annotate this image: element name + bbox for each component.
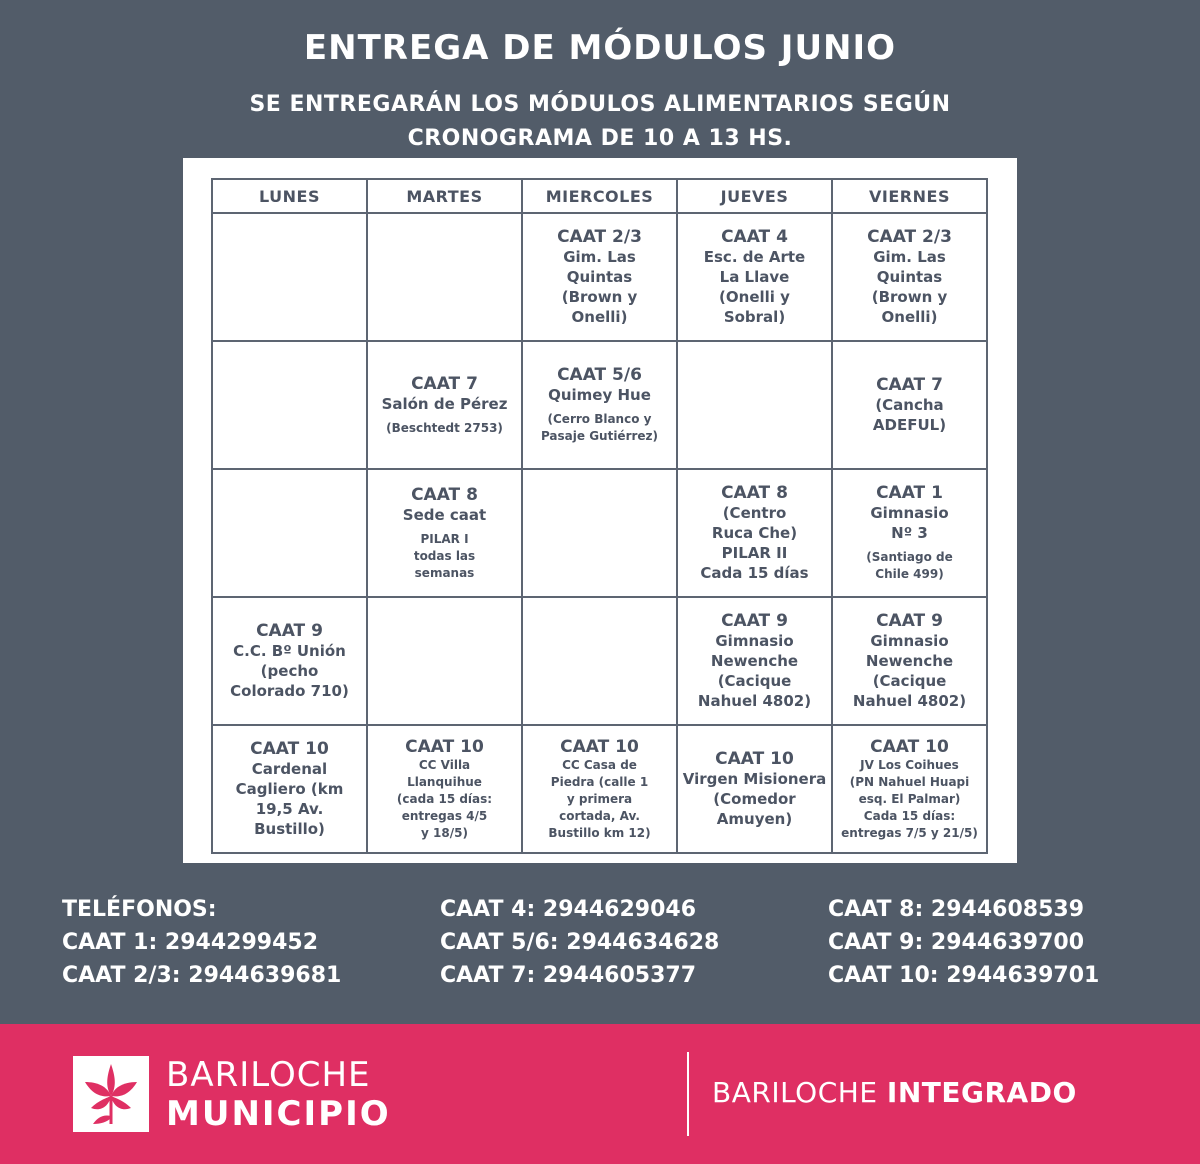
schedule-cell [677, 469, 832, 597]
cell-title: CAAT 9 [721, 611, 788, 631]
schedule-table [211, 178, 988, 854]
phone-entry: CAAT 4: 2944629046 [440, 897, 696, 922]
bariloche-integrado-tagline [712, 1076, 1077, 1109]
schedule-cell [367, 469, 522, 597]
cell-line: (pecho [260, 662, 319, 680]
cell-line: Nº 3 [891, 524, 928, 542]
logo-line-municipio: MUNICIPIO [166, 1094, 391, 1134]
schedule-cell [832, 469, 987, 597]
cell-small-line: Chile 499) [875, 567, 944, 581]
schedule-cell [522, 341, 677, 469]
municipio-logo-text [166, 1056, 391, 1134]
cell-title: CAAT 2/3 [557, 227, 642, 247]
cell-small-line: (PN Nahuel Huapi [849, 774, 970, 789]
cell-line: (Comedor [713, 790, 796, 808]
cell-title: CAAT 5/6 [557, 365, 642, 385]
cell-small-line: (cada 15 días: [396, 791, 493, 806]
cell-line: Gimnasio [870, 632, 949, 650]
phone-entry: CAAT 10: 2944639701 [828, 963, 1100, 988]
cell-line: Gimnasio [715, 632, 794, 650]
phone-entry: CAAT 1: 2944299452 [62, 930, 318, 955]
schedule-cell [677, 597, 832, 725]
schedule-row [212, 597, 987, 725]
page-title: ENTREGA DE MÓDULOS JUNIO [303, 28, 897, 68]
cell-line: (Cacique [717, 672, 792, 690]
cell-line: (Centro [722, 504, 787, 522]
cell-small-line: Llanquihue [407, 774, 482, 789]
cell-small-line: PILAR I [420, 531, 469, 546]
schedule-cell [212, 725, 367, 853]
cell-line: Sobral) [723, 308, 786, 326]
schedule-cell-empty [212, 341, 367, 469]
cell-title: CAAT 10 [560, 736, 639, 757]
schedule-cell [832, 725, 987, 853]
footer-bar [0, 1024, 1200, 1164]
day-header: LUNES [212, 179, 367, 213]
footer-divider [687, 1052, 689, 1136]
cell-title: CAAT 10 [870, 736, 949, 757]
cell-title: CAAT 8 [411, 484, 478, 505]
schedule-cell-empty [522, 597, 677, 725]
cell-title: CAAT 4 [721, 227, 788, 247]
cell-line: Bustillo) [254, 820, 325, 838]
schedule-cell [677, 213, 832, 341]
schedule-cell [522, 213, 677, 341]
schedule-panel [183, 158, 1017, 863]
cell-line: Newenche [710, 652, 799, 670]
cell-line: Esc. de Arte [703, 248, 806, 266]
cell-line: Onelli) [571, 308, 628, 326]
day-header: MIERCOLES [522, 179, 677, 213]
cell-line: (Brown y [561, 288, 638, 306]
phone-entry: CAAT 2/3: 2944639681 [62, 963, 342, 988]
cell-line: Ruca Che) [711, 524, 798, 542]
cell-line: Gimnasio [870, 504, 949, 522]
cell-title: CAAT 7 [876, 375, 943, 395]
cell-small-line: CC Casa de [562, 757, 637, 772]
cell-small-line: (Cerro Blanco y [547, 412, 652, 426]
schedule-cell [367, 725, 522, 853]
cell-small-line: entregas 7/5 y 21/5) [841, 825, 978, 840]
phone-entry: CAAT 9: 2944639700 [828, 930, 1084, 955]
cell-line: Quintas [566, 268, 633, 286]
cell-line: Cardenal [251, 760, 328, 778]
cell-line: Nahuel 4802) [697, 692, 812, 710]
lily-flower-icon [73, 1056, 149, 1132]
cell-line: C.C. Bº Unión [233, 642, 346, 660]
cell-title: CAAT 2/3 [867, 227, 952, 247]
day-header: VIERNES [832, 179, 987, 213]
cell-small-line: Bustillo km 12) [548, 825, 651, 840]
cell-line: (Cacique [872, 672, 947, 690]
cell-title: CAAT 7 [411, 373, 478, 394]
cell-small-line: JV Los Coihues [860, 757, 959, 772]
cell-line: Sede caat [402, 505, 487, 524]
cell-title: CAAT 9 [256, 621, 323, 641]
cell-title: CAAT 10 [715, 749, 794, 769]
cell-line: Gim. Las [873, 248, 946, 266]
phone-entry: CAAT 8: 2944608539 [828, 897, 1084, 922]
cell-small-line: (Beschtedt 2753) [386, 420, 503, 435]
cell-small-line: semanas [414, 565, 475, 580]
cell-title: CAAT 9 [876, 611, 943, 631]
cell-small-line: entregas 4/5 [401, 808, 488, 823]
cell-line: Gim. Las [563, 248, 636, 266]
cell-title: CAAT 1 [876, 483, 943, 503]
schedule-cell-empty [367, 597, 522, 725]
cell-line: Quimey Hue [548, 386, 651, 404]
schedule-row [212, 469, 987, 597]
logo-line-bariloche: BARILOCHE [166, 1055, 371, 1095]
cell-small-line: esq. El Palmar) [858, 791, 961, 806]
cell-line: Amuyen) [716, 810, 793, 828]
cell-line: Newenche [865, 652, 954, 670]
cell-small-line: Piedra (calle 1 [550, 774, 649, 789]
phones-column [62, 893, 341, 992]
cell-small-line: (Santiago de [866, 550, 953, 564]
cell-line: Colorado 710) [230, 682, 349, 700]
schedule-cell [212, 597, 367, 725]
cell-line: (Cancha [875, 396, 944, 414]
phone-entry: CAAT 7: 2944605377 [440, 963, 696, 988]
cell-small-line: y 18/5) [421, 825, 468, 840]
day-header: MARTES [367, 179, 522, 213]
cell-line: Cada 15 días [700, 564, 809, 582]
schedule-cell-empty [522, 469, 677, 597]
schedule-cell-empty [677, 341, 832, 469]
cell-line: Virgen Misionera [682, 770, 827, 788]
phones-section [0, 893, 1200, 1003]
tagline-regular: BARILOCHE [712, 1076, 878, 1109]
phone-entry: CAAT 5/6: 2944634628 [440, 930, 720, 955]
schedule-cell [832, 341, 987, 469]
cell-small-line: CC Villa [418, 757, 471, 772]
cell-small-line: cortada, Av. [559, 808, 640, 823]
schedule-row [212, 341, 987, 469]
cell-title: CAAT 10 [250, 739, 329, 759]
cell-title: CAAT 8 [721, 483, 788, 503]
schedule-cell [367, 341, 522, 469]
schedule-row [212, 725, 987, 853]
cell-line: PILAR II [721, 544, 788, 562]
schedule-row [212, 213, 987, 341]
phones-heading: TELÉFONOS: [62, 897, 217, 922]
cell-small-line: Pasaje Gutiérrez) [540, 429, 659, 443]
cell-small-line: y primera [566, 791, 633, 806]
cell-line: (Brown y [871, 288, 948, 306]
tagline-bold: INTEGRADO [886, 1076, 1077, 1109]
schedule-cell-empty [367, 213, 522, 341]
cell-line: Quintas [876, 268, 943, 286]
cell-small-line: Cada 15 días: [863, 808, 956, 823]
schedule-cell-empty [212, 213, 367, 341]
cell-line: Cagliero (km [235, 780, 344, 798]
cell-line: ADEFUL) [872, 416, 947, 434]
schedule-cell [832, 213, 987, 341]
day-header: JUEVES [677, 179, 832, 213]
cell-line: (Onelli y [719, 288, 790, 306]
cell-line: 19,5 Av. [255, 800, 324, 818]
schedule-cell [522, 725, 677, 853]
cell-title: CAAT 10 [405, 736, 484, 757]
schedule-header-row [212, 179, 987, 213]
phones-column [828, 893, 1099, 992]
schedule-cell-empty [212, 469, 367, 597]
subtitle-line: CRONOGRAMA DE 10 A 13 HS. [407, 126, 793, 151]
cell-line: Salón de Pérez [381, 394, 508, 413]
phones-column [440, 893, 719, 992]
cell-small-line: todas las [413, 548, 476, 563]
schedule-cell [832, 597, 987, 725]
cell-line: La Llave [719, 268, 790, 286]
cell-line: Nahuel 4802) [852, 692, 967, 710]
schedule-cell [677, 725, 832, 853]
subtitle-line: SE ENTREGARÁN LOS MÓDULOS ALIMENTARIOS SEGÚN [249, 92, 951, 117]
cell-line: Onelli) [881, 308, 938, 326]
page-subtitle [0, 88, 1200, 156]
